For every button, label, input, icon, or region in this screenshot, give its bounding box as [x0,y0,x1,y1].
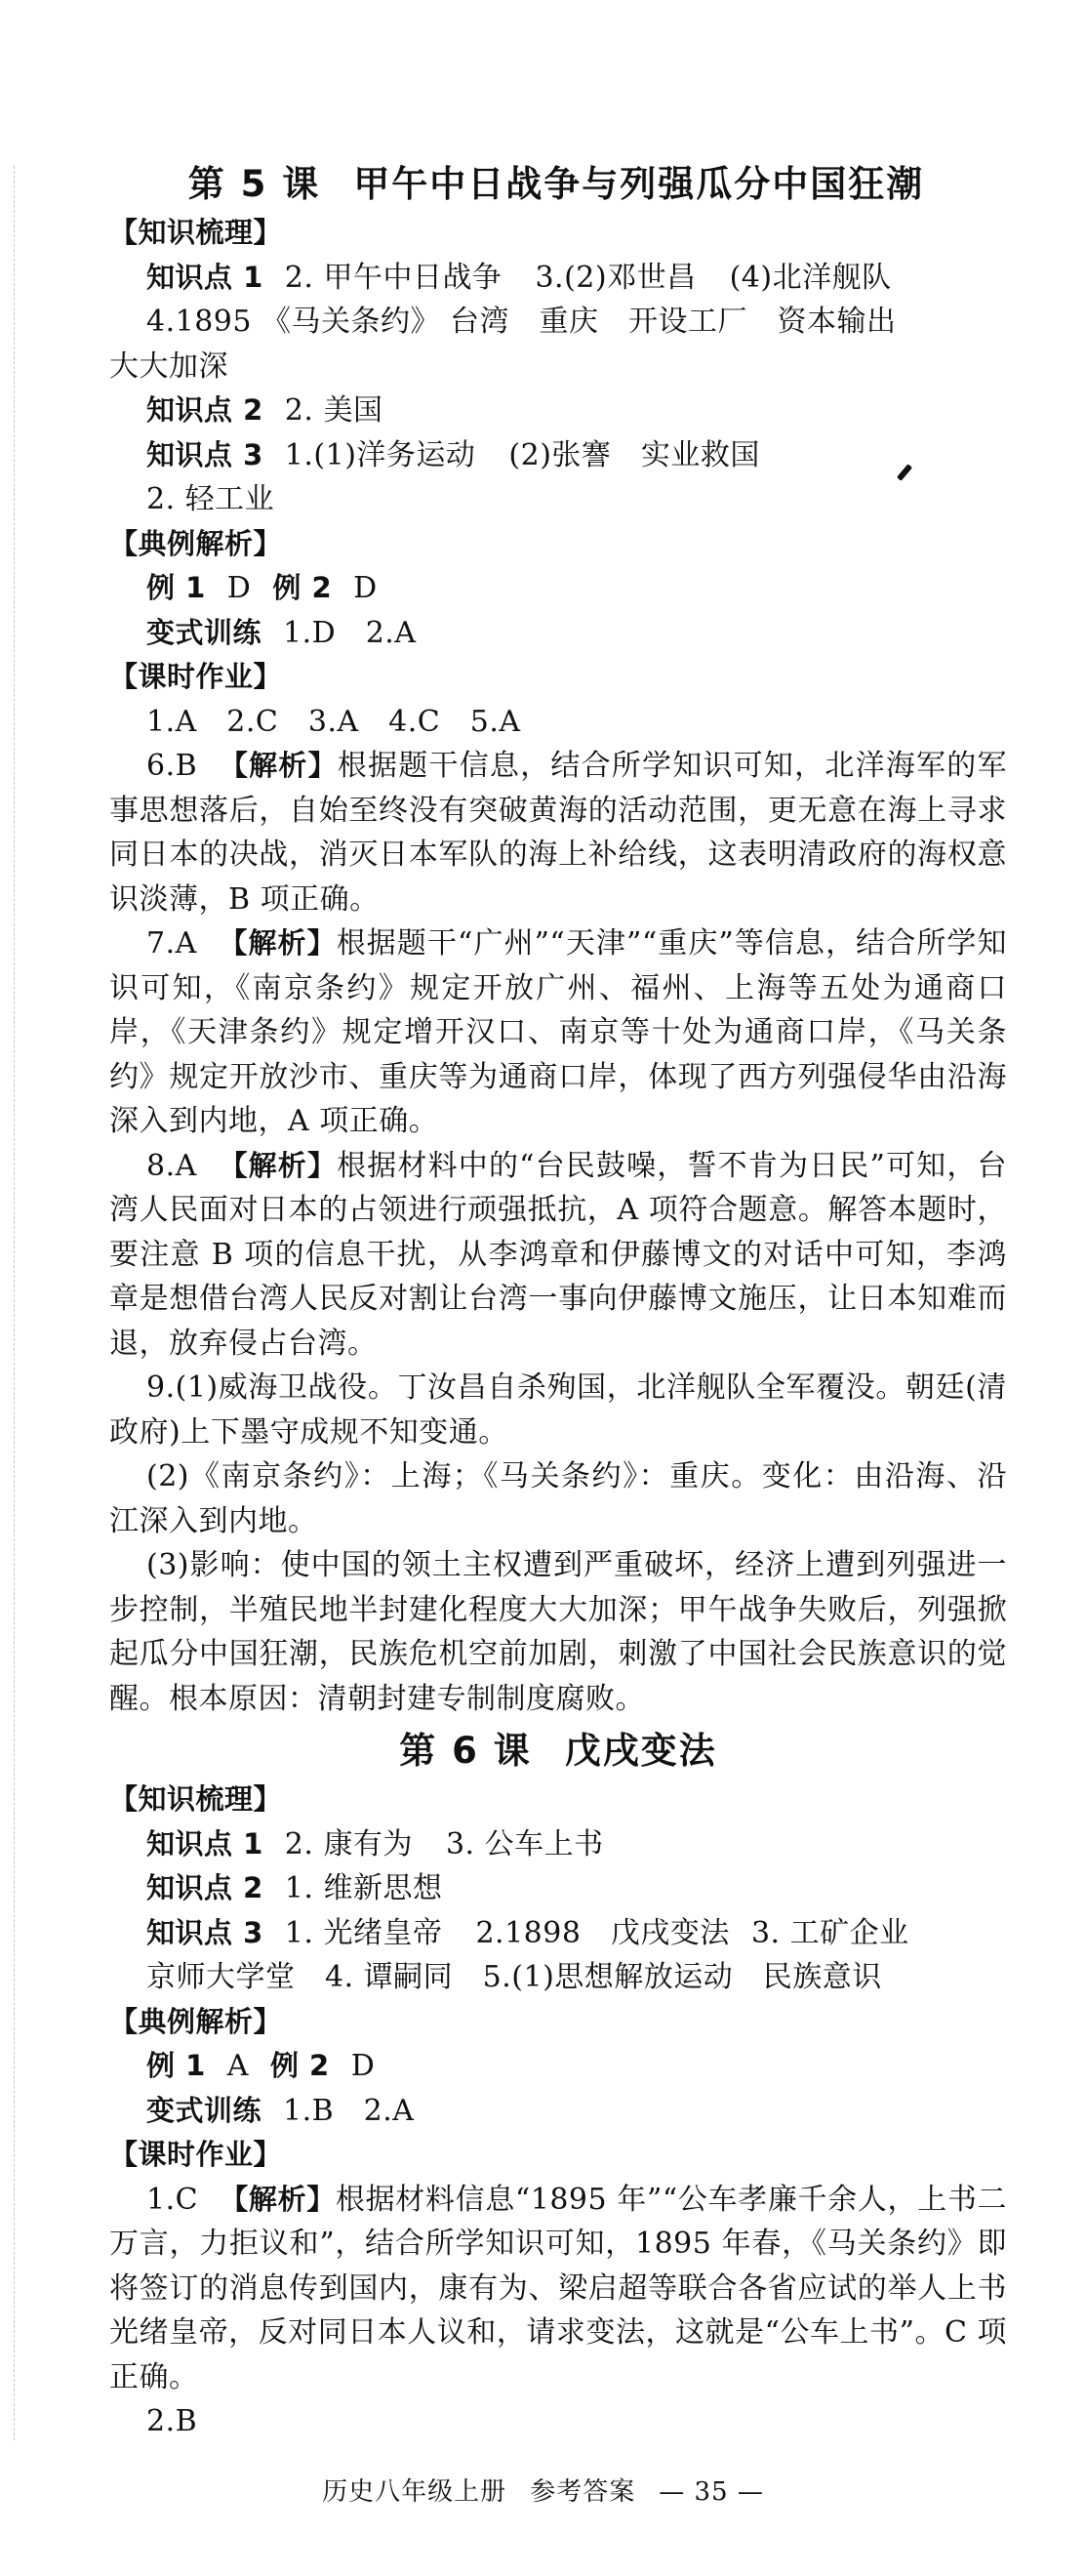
edge-dashed-line [14,166,15,2440]
lesson5-kp1-line2: 4.1895 《马关条约》 台湾 重庆 开设工厂 资本输出 [146,305,897,339]
lesson6-title: 第 6 课 戊戌变法 [399,1730,717,1772]
lesson6-examples: 例 1 A 例 2 D [146,2049,376,2083]
lesson6-homework-header: 【课时作业】 [109,2138,283,2171]
lesson6-kp1: 知识点 1 2. 康有为 3. 公车上书 [146,1826,604,1861]
lesson5-title: 第 5 课 甲午中日战争与列强瓜分中国狂潮 [187,163,925,205]
lesson6-kp2: 知识点 2 1. 维新思想 [146,1871,443,1905]
answer-content [109,158,1007,2444]
lesson5-homework-header: 【课时作业】 [109,660,283,693]
lesson6-variant: 变式训练 1.B 2.A [146,2093,415,2128]
lesson5-variant: 变式训练 1.D 2.A [146,615,417,650]
lesson6-knowledge-header: 【知识梳理】 [109,1782,283,1816]
page-footer: 历史八年级上册 参考答案 — 35 — [322,2477,764,2507]
page-number: — 35 — [659,2477,764,2507]
lesson5-kp2: 知识点 2 2. 美国 [146,393,383,428]
lesson5-kp1-line3: 大大加深 [109,348,228,384]
lesson5-example-header: 【典例解析】 [109,526,283,560]
lesson5-kp1: 知识点 1 2. 甲午中日战争 3.(2)邓世昌 (4)北洋舰队 [146,260,892,295]
lesson5-kp3-line2: 2. 轻工业 [146,482,275,516]
lesson5-q6: 6.B 【解析】根据题干信息，结合所学知识可知，北洋海军的军事思想落后，自始至终没有突破黄海的活动范围，更无意在海上寻求同日本的决战，消灭日本军队的海上补给线，这表明清政府的海权意识淡薄，B 项正确。 [109,749,1007,917]
lesson6-example-header: 【典例解析】 [109,2004,283,2038]
lesson5-q9-part1: 9.(1)威海卫战役。丁汝昌自杀殉国，北洋舰队全军覆没。朝廷(清政府)上下墨守成规不知变通。 [109,1370,1007,1450]
lesson5-q7: 7.A 【解析】根据题干“广州”“天津”“重庆”等信息，结合所学知识可知，《南京条约》规定开放广州、福州、上海等五处为通商口岸，《天津条约》规定增开汉口、南京等十处为通商口岸，《马关条约》规定开放沙市、重庆等为通商口岸，体现了西方列强侵华由沿海深入到内地，A 项正确。 [109,926,1007,1138]
lesson5-kp3: 知识点 3 1.(1)洋务运动 (2)张謇 实业救国 [146,437,760,472]
lesson5-examples: 例 1 D 例 2 D [146,571,378,605]
lesson5-hw-line1: 1.A 2.C 3.A 4.C 5.A [146,704,521,739]
lesson6-q2: 2.B [146,2404,198,2438]
lesson5-q9-part2: (2)《南京条约》：上海；《马关条约》：重庆。变化：由沿海、沿江深入到内地。 [109,1459,1007,1538]
lesson6-q1: 1.C 【解析】根据材料信息“1895 年”“公车孝廉千余人，上书二万言，力拒议和”，结合所学知识可知，1895 年春，《马关条约》即将签订的消息传到国内，康有为、梁启超等联合各省应试的举人上书光绪皇帝，反对同日本人议和，请求变法，这就是“公车上书”。C 项正确。 [109,2182,1007,2394]
lesson5-q8: 8.A 【解析】根据材料中的“台民鼓噪，誓不肯为日民”可知，台湾人民面对日本的占领进行顽强抵抗，A 项符合题意。解答本题时，要注意 B 项的信息干扰，从李鸿章和伊藤博文的对话中可知，李鸿章是想借台湾人民反对割让台湾一事向伊藤博文施压，让日本知难而退，放弃侵占台湾。 [109,1148,1007,1361]
lesson6-kp3-line2: 京师大学堂 4. 谭嗣同 5.(1)思想解放运动 民族意识 [146,1960,882,1994]
lesson6-kp3: 知识点 3 1. 光绪皇帝 2.1898 戊戌变法 3. 工矿企业 [146,1915,909,1950]
lesson5-knowledge-header: 【知识梳理】 [109,216,283,249]
lesson5-q9-part3: (3)影响：使中国的领土主权遭到严重破坏，经济上遭到列强进一步控制，半殖民地半封建化程度大大加深；甲午战争失败后，列强掀起瓜分中国狂潮，民族危机空前加剧，刺激了中国社会民族意识的觉醒。根本原因：清朝封建专制制度腐败。 [109,1548,1007,1716]
